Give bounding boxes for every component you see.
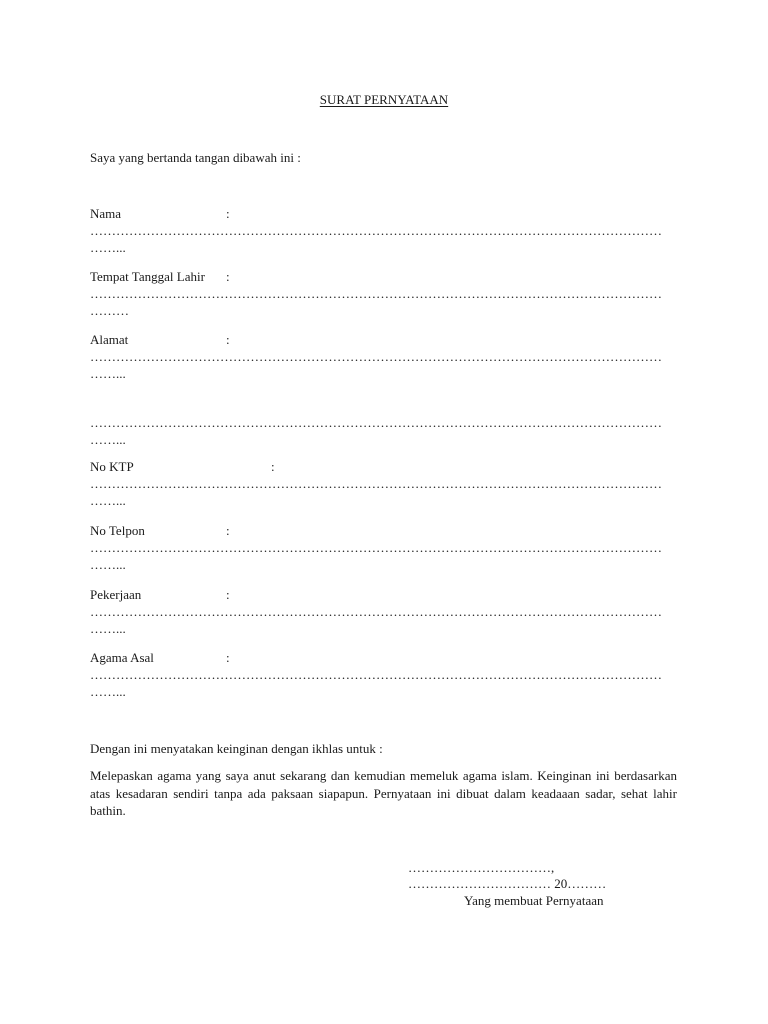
field-dots (90, 603, 672, 637)
dots-line: …………………………………………………………………………………………………………………… (90, 223, 662, 238)
signature-label: Yang membuat Pernyataan (464, 893, 604, 908)
field-label: Alamat (90, 332, 129, 347)
dots-line: ……... (90, 557, 126, 572)
document-title: SURAT PERNYATAAN (319, 92, 449, 107)
dots-line: …………………………………………………………………………………………………………………… (90, 349, 662, 364)
intro-text: Saya yang bertanda tangan dibawah ini : (90, 150, 301, 165)
field-dots (90, 348, 672, 382)
statement-body: Melepaskan agama yang saya anut sekarang dan kemudian memeluk agama islam. Keinginan ini berdasarkan atas kesadaran sendiri tanpa ada paksaan siapapun. Pernyataan ini dibuat dalam keadaaan sadar, sehat lahir bathin. (90, 768, 677, 818)
dots-line: ……... (90, 240, 126, 255)
field-agama-asal (90, 650, 680, 700)
signature-date-line: …………………………… 20……… (408, 876, 607, 891)
field-label: Tempat Tanggal Lahir (90, 269, 205, 284)
field-pekerjaan (90, 587, 680, 637)
dots-line: ……... (90, 366, 126, 381)
dots-line: …………………………………………………………………………………………………………………… (90, 667, 662, 682)
dots-line: ……... (90, 621, 126, 636)
dots-line: …………………………………………………………………………………………………………………… (90, 604, 662, 619)
field-label: Agama Asal (90, 650, 154, 665)
field-no-ktp (90, 459, 680, 509)
field-label: No Telpon (90, 523, 145, 538)
dots-line: …………………………………………………………………………………………………………………… (90, 540, 662, 555)
field-colon: : (271, 459, 275, 474)
field-colon: : (226, 523, 230, 538)
field-dots (90, 666, 672, 700)
field-nama (90, 206, 680, 256)
dots-line: …………………………………………………………………………………………………………………… (90, 415, 662, 430)
field-label: No KTP (90, 459, 134, 474)
field-tempat-tanggal-lahir (90, 269, 680, 319)
field-dots (90, 285, 672, 319)
field-dots (90, 222, 672, 256)
field-label: Pekerjaan (90, 587, 142, 602)
field-colon: : (226, 650, 230, 665)
dots-line: ……... (90, 432, 126, 447)
field-label: Nama (90, 206, 122, 221)
statement-intro: Dengan ini menyatakan keinginan dengan ikhlas untuk : (90, 741, 383, 756)
field-dots (90, 539, 672, 573)
field-colon: : (226, 206, 230, 221)
address-extra-dots (90, 414, 672, 448)
dots-line: …………………………………………………………………………………………………………………… (90, 476, 662, 491)
dots-line: ……... (90, 684, 126, 699)
dots-line: ……... (90, 493, 126, 508)
field-no-telpon (90, 523, 680, 573)
field-colon: : (226, 332, 230, 347)
field-alamat (90, 332, 680, 382)
dots-line: …………………………………………………………………………………………………………………… (90, 286, 662, 301)
field-colon: : (226, 587, 230, 602)
field-dots (90, 475, 672, 509)
dots-line: ……… (90, 303, 129, 318)
field-colon: : (226, 269, 230, 284)
signature-place-line: ……………………………, (408, 860, 555, 875)
